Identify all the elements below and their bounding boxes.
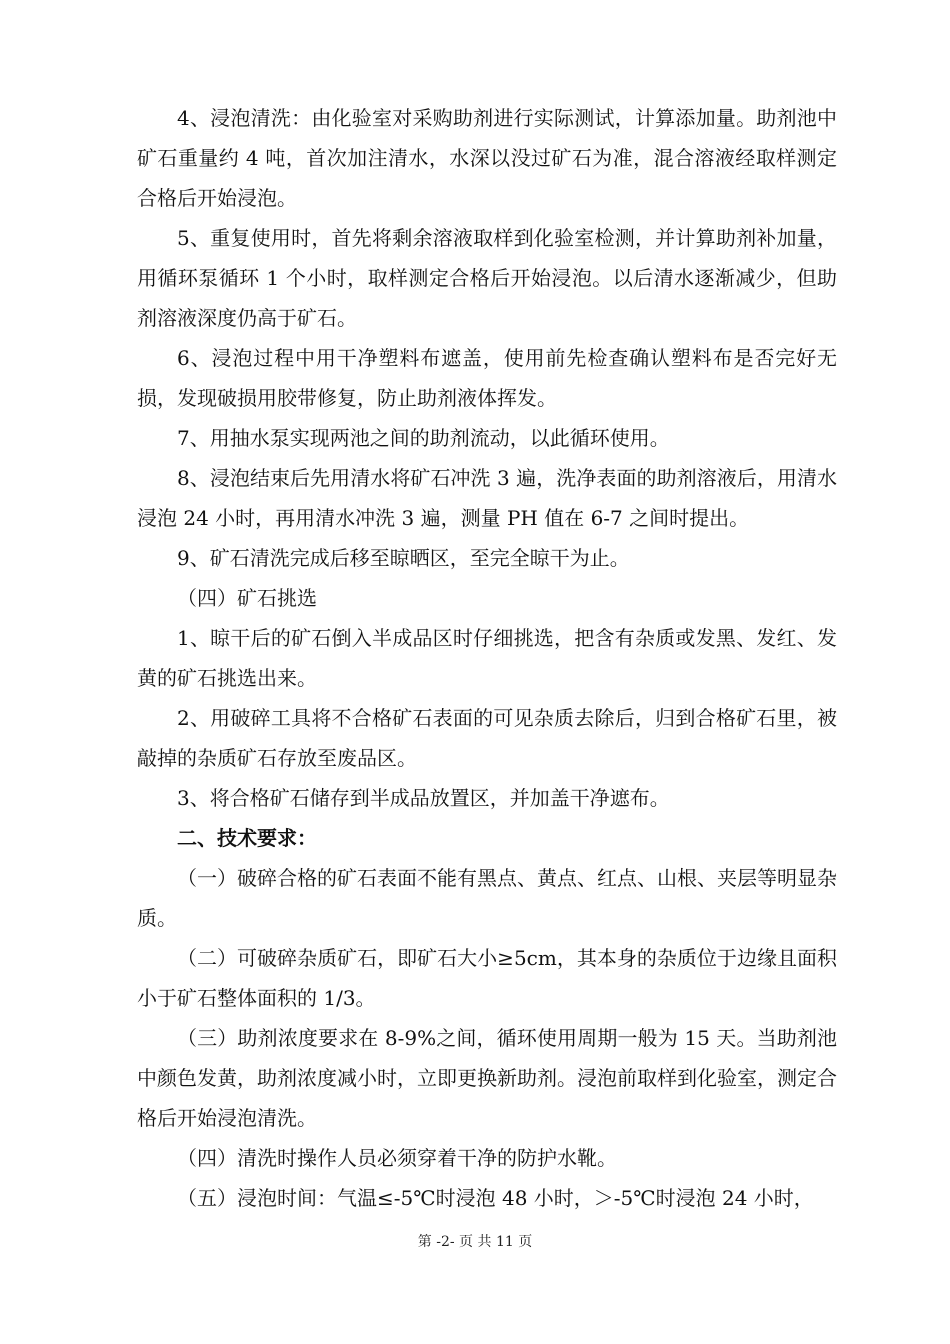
paragraph-select-2: 2、用破碎工具将不合格矿石表面的可见杂质去除后，归到合格矿石里，被敲掉的杂质矿石存放至废品区。 [137,706,837,770]
paragraph-req-3: （三）助剂浓度要求在 8-9%之间，循环使用周期一般为 15 天。当助剂池中颜色发黄，助剂浓度减小时，立即更换新助剂。浸泡前取样到化验室，测定合格后开始浸泡清洗。 [137,1026,837,1130]
paragraph-select-1: 1、晾干后的矿石倒入半成品区时仔细挑选，把含有杂质或发黑、发红、发黄的矿石挑选出来。 [137,626,837,690]
section-heading-technical-requirements: 二、技术要求： [177,826,317,850]
section-heading-ore-selection: （四）矿石挑选 [177,586,317,610]
paragraph-pump: 7、用抽水泵实现两池之间的助剂流动，以此循环使用。 [177,426,670,450]
paragraph-select-3: 3、将合格矿石储存到半成品放置区，并加盖干净遮布。 [177,786,670,810]
paragraph-repeat-use: 5、重复使用时，首先将剩余溶液取样到化验室检测，并计算助剂补加量，用循环泵循环 1 个小时，取样测定合格后开始浸泡。以后清水逐渐减少，但助剂溶液深度仍高于矿石。 [137,226,837,330]
page-number-footer: 第 -2- 页 共 11 页 [417,1234,533,1250]
document-body [137,98,837,1218]
paragraph-cover: 6、浸泡过程中用干净塑料布遮盖，使用前先检查确认塑料布是否完好无损，发现破损用胶带修复，防止助剂液体挥发。 [137,346,837,410]
paragraph-req-1: （一）破碎合格的矿石表面不能有黑点、黄点、红点、山根、夹层等明显杂质。 [137,866,837,930]
paragraph-dry: 9、矿石清洗完成后移至晾晒区，至完全晾干为止。 [177,546,630,570]
paragraph-soak-wash: 4、浸泡清洗：由化验室对采购助剂进行实际测试，计算添加量。助剂池中矿石重量约 4 吨，首次加注清水，水深以没过矿石为准，混合溶液经取样测定合格后开始浸泡。 [137,106,837,210]
paragraph-rinse: 8、浸泡结束后先用清水将矿石冲洗 3 遍，洗净表面的助剂溶液后，用清水浸泡 24 小时，再用清水冲洗 3 遍，测量 PH 值在 6-7 之间时提出。 [137,466,837,530]
paragraph-req-5: （五）浸泡时间：气温≤-5℃时浸泡 48 小时，＞-5℃时浸泡 24 小时， [177,1186,814,1210]
paragraph-req-4: （四）清洗时操作人员必须穿着干净的防护水靴。 [177,1146,617,1170]
paragraph-req-2: （二）可破碎杂质矿石，即矿石大小≥5cm，其本身的杂质位于边缘且面积小于矿石整体面积的 1/3。 [137,946,837,1010]
